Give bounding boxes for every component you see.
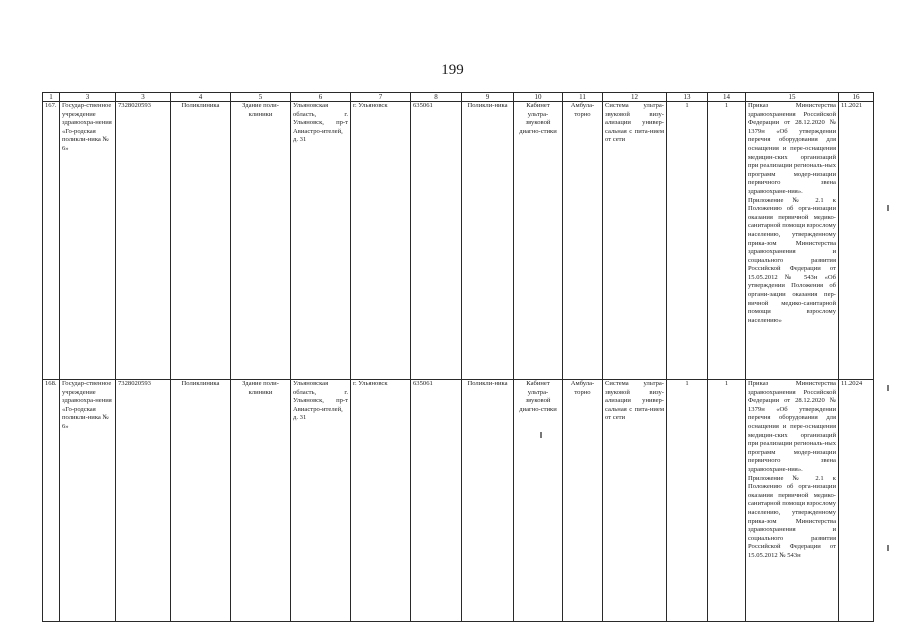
quantity-b: 1 (708, 380, 746, 622)
table-row (43, 380, 874, 622)
col-num-13: 13 (667, 93, 708, 102)
address: Ульяновская область, г. Ульяновск, пр-т Авиастро-ителей, д. 31 (291, 380, 351, 622)
col-num-5: 5 (231, 93, 291, 102)
inn-code: 7328020593 (116, 380, 171, 622)
quantity-a: 1 (667, 102, 708, 380)
col-num-16: 16 (839, 93, 874, 102)
col-num-4: 4 (171, 93, 231, 102)
inn-code: 7328020593 (116, 102, 171, 380)
organization-name: Государ-ственное учреждение здравоохра-нения «Го-родская поликли-ника № 6» (60, 102, 116, 380)
col-num-12: 12 (603, 93, 667, 102)
equipment-system: Система ультра-звуковой визу-ализации универ-сальная с пита-нием от сети (603, 102, 667, 380)
room-name: Кабинет ультра-звуковой диагно-стики (514, 102, 563, 380)
equipment-system: Система ультра-звуковой визу-ализации универ-сальная с пита-нием от сети (603, 380, 667, 622)
legal-basis: Приказ Министерства здравоохранения Российской Федерации от 28.12.2020 № 1379н «Об утверждении перечня оборудования для оснащения и пере-оснащения медицин-ских организаций при реализации региональ-ных программ модер-низации первичного звена здравоохране-ния». Приложение № 2.1 к Положению об орга-низации оказания первичной медико-санитарной помощи взрослому населению, утвержденному прика-зом Министерства здравоохранения и социального развития Российской Федерации от 15.05.2012 № 543н «Об утверждении Положения об органи-зации оказания пер-вичной медико-санитарной помощи взрослому населению» (746, 102, 839, 380)
column-number-row (43, 93, 874, 102)
col-num-10: 10 (514, 93, 563, 102)
col-num-15: 15 (746, 93, 839, 102)
organization-name: Государ-ственное учреждение здравоохра-нения «Го-родская поликли-ника № 6» (60, 380, 116, 622)
scan-artifact (887, 545, 889, 551)
scan-artifact (540, 432, 542, 438)
col-num-7: 7 (351, 93, 411, 102)
quantity-a: 1 (667, 380, 708, 622)
legal-basis: Приказ Министерства здравоохранения Российской Федерации от 28.12.2020 № 1379н «Об утверждении перечня оборудования для оснащения и пере-оснащения медицин-ских организаций при реализации региональ-ных программ модер-низации первичного звена здравоохране-ния». Приложение № 2.1 к Положению об орга-низации оказания первичной медико-санитарной помощи взрослому населению, утвержденному прика-зом Министерства здравоохранения и социального развития Российской Федерации от 15.05.2012 № 543н (746, 380, 839, 622)
col-num-6: 6 (291, 93, 351, 102)
care-form: Амбула-торно (563, 380, 603, 622)
facility-type: Поликлиника (171, 380, 231, 622)
building-name: Здание поли-клиники (231, 102, 291, 380)
row-number: 168. (43, 380, 60, 622)
row-number: 167. (43, 102, 60, 380)
table-row (43, 102, 874, 380)
oktmo-code: 635061 (411, 380, 462, 622)
scan-artifact (887, 205, 889, 211)
unit-name: Поликли-ника (462, 102, 514, 380)
building-name: Здание поли-клиники (231, 380, 291, 622)
room-name: Кабинет ультра-звуковой диагно-стики (514, 380, 563, 622)
care-form: Амбула-торно (563, 102, 603, 380)
delivery-date: 11.2021 (839, 102, 874, 380)
city: г. Ульяновск (351, 102, 411, 380)
oktmo-code: 635061 (411, 102, 462, 380)
address: Ульяновская область, г. Ульяновск, пр-т Авиастро-ителей, д. 31 (291, 102, 351, 380)
col-num-14: 14 (708, 93, 746, 102)
col-num-9: 9 (462, 93, 514, 102)
col-num-2: 3 (60, 93, 116, 102)
page-number: 199 (441, 62, 464, 78)
quantity-b: 1 (708, 102, 746, 380)
col-num-1: 1 (43, 93, 60, 102)
delivery-date: 11.2024 (839, 380, 874, 622)
col-num-8: 8 (411, 93, 462, 102)
unit-name: Поликли-ника (462, 380, 514, 622)
scan-artifact (887, 385, 889, 391)
col-num-11: 11 (563, 93, 603, 102)
col-num-3: 3 (116, 93, 171, 102)
facility-type: Поликлиника (171, 102, 231, 380)
equipment-register-table (42, 92, 874, 622)
city: г. Ульяновск (351, 380, 411, 622)
